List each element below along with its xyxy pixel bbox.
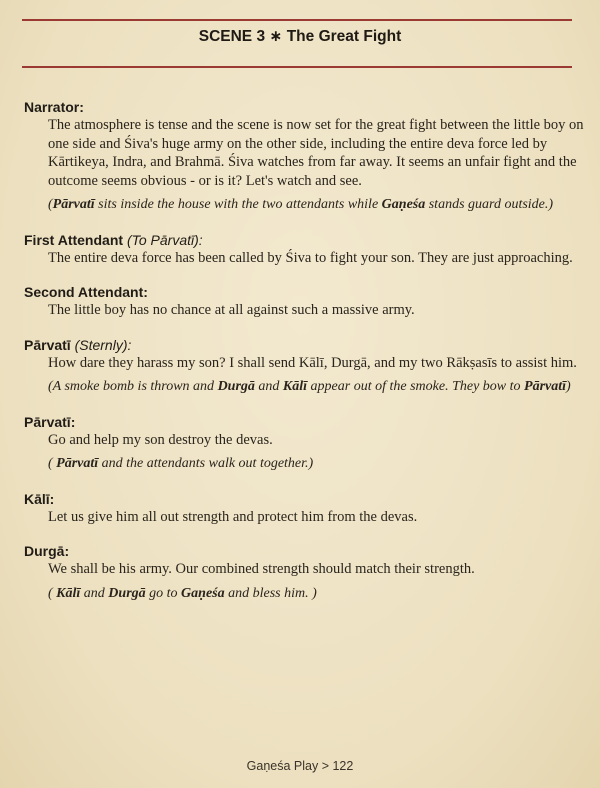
speaker-name: Pārvatī xyxy=(24,336,71,353)
speaker-direction: (Sternly): xyxy=(74,336,132,353)
speaker-name: Kālī: xyxy=(24,490,55,507)
speaker-heading xyxy=(24,413,584,431)
stage-text: and bless him. ) xyxy=(224,585,317,601)
dialogue-block xyxy=(24,231,584,268)
scene-separator: ∗ xyxy=(269,28,283,45)
dialogue-block xyxy=(24,98,584,215)
speaker-heading xyxy=(24,336,584,354)
speaker-name: Durgā: xyxy=(24,543,70,559)
dialogue-line: The atmosphere is tense and the scene is now set for the great fight between the little boy on one side and Śiva's huge army on the other side, including the entire deva force led by Kārtikeya, Indra, and Brahmā. Śiva watches from far away. It seems an unfair fight and the outcome seems obvious - or is it? Let's watch and see. xyxy=(48,117,584,189)
speaker-heading xyxy=(24,98,584,116)
page-footer: Gaṇeśa Play > 122 xyxy=(246,759,354,773)
dialogue-line: Let us give him all out strength and protect him from the devas. xyxy=(48,508,418,525)
scene-title xyxy=(0,27,600,46)
dialogue-line: How dare they harass my son? I shall send Kālī, Durgā, and my two Rākṣasīs to assist him. xyxy=(48,354,577,371)
stage-text: ( xyxy=(48,585,57,601)
dialogue-line: The little boy has no chance at all against such a massive army. xyxy=(48,302,415,318)
stage-text: ) xyxy=(566,379,571,394)
dialogue-block xyxy=(24,490,584,527)
stage-character-name: Gaṇeśa xyxy=(381,197,426,212)
dialogue-line: Go and help my son destroy the devas. xyxy=(48,431,273,448)
stage-character-name: Kālī xyxy=(282,379,308,394)
top-rule xyxy=(22,19,572,21)
stage-text: go to xyxy=(145,585,182,601)
stage-text: sits inside the house with the two attendants while xyxy=(94,197,382,212)
speaker-name: Second Attendant: xyxy=(24,284,148,300)
stage-text: and the attendants walk out together.) xyxy=(98,456,314,471)
stage-character-name: Pārvatī xyxy=(524,379,567,394)
stage-text: (A smoke bomb is thrown and xyxy=(48,379,218,394)
dialogue-line: The entire deva force has been called by Śiva to fight your son. They are just approaching. xyxy=(48,249,573,266)
stage-direction xyxy=(48,196,584,215)
bottom-rule xyxy=(22,66,572,68)
speaker-heading xyxy=(24,231,584,249)
dialogue-block xyxy=(24,336,584,397)
stage-direction xyxy=(48,585,584,604)
stage-text: and xyxy=(80,585,109,601)
speaker-direction: (To Pārvatī): xyxy=(126,231,203,248)
speaker-heading xyxy=(24,283,584,301)
stage-text: and xyxy=(254,379,283,394)
stage-character-name: Durgā xyxy=(108,585,146,601)
dialogue-block xyxy=(24,542,584,603)
speaker-heading xyxy=(24,542,584,560)
stage-character-name: Durgā xyxy=(217,379,255,394)
scene-name: The Great Fight xyxy=(286,28,402,45)
stage-character-name: Pārvatī xyxy=(52,197,95,212)
speaker-name: First Attendant xyxy=(24,231,124,248)
dialogue-block xyxy=(24,283,584,320)
script-content xyxy=(24,98,584,619)
speaker-heading xyxy=(24,490,584,508)
scene-number: SCENE 3 xyxy=(198,28,266,45)
stage-text: stands guard outside.) xyxy=(425,197,554,212)
stage-text: ( xyxy=(48,197,53,212)
stage-direction xyxy=(48,378,584,397)
stage-character-name: Gaṇeśa xyxy=(181,585,225,601)
stage-text: appear out of the smoke. They bow to xyxy=(307,379,525,394)
speaker-name: Narrator: xyxy=(24,99,84,115)
stage-character-name: Kālī xyxy=(56,585,81,601)
dialogue-line: We shall be his army. Our combined strength should match their strength. xyxy=(48,561,475,577)
stage-character-name: Pārvatī xyxy=(56,456,99,471)
dialogue-block xyxy=(24,413,584,474)
stage-direction xyxy=(48,455,584,474)
speaker-name: Pārvatī: xyxy=(24,413,76,430)
stage-text: ( xyxy=(48,456,57,471)
